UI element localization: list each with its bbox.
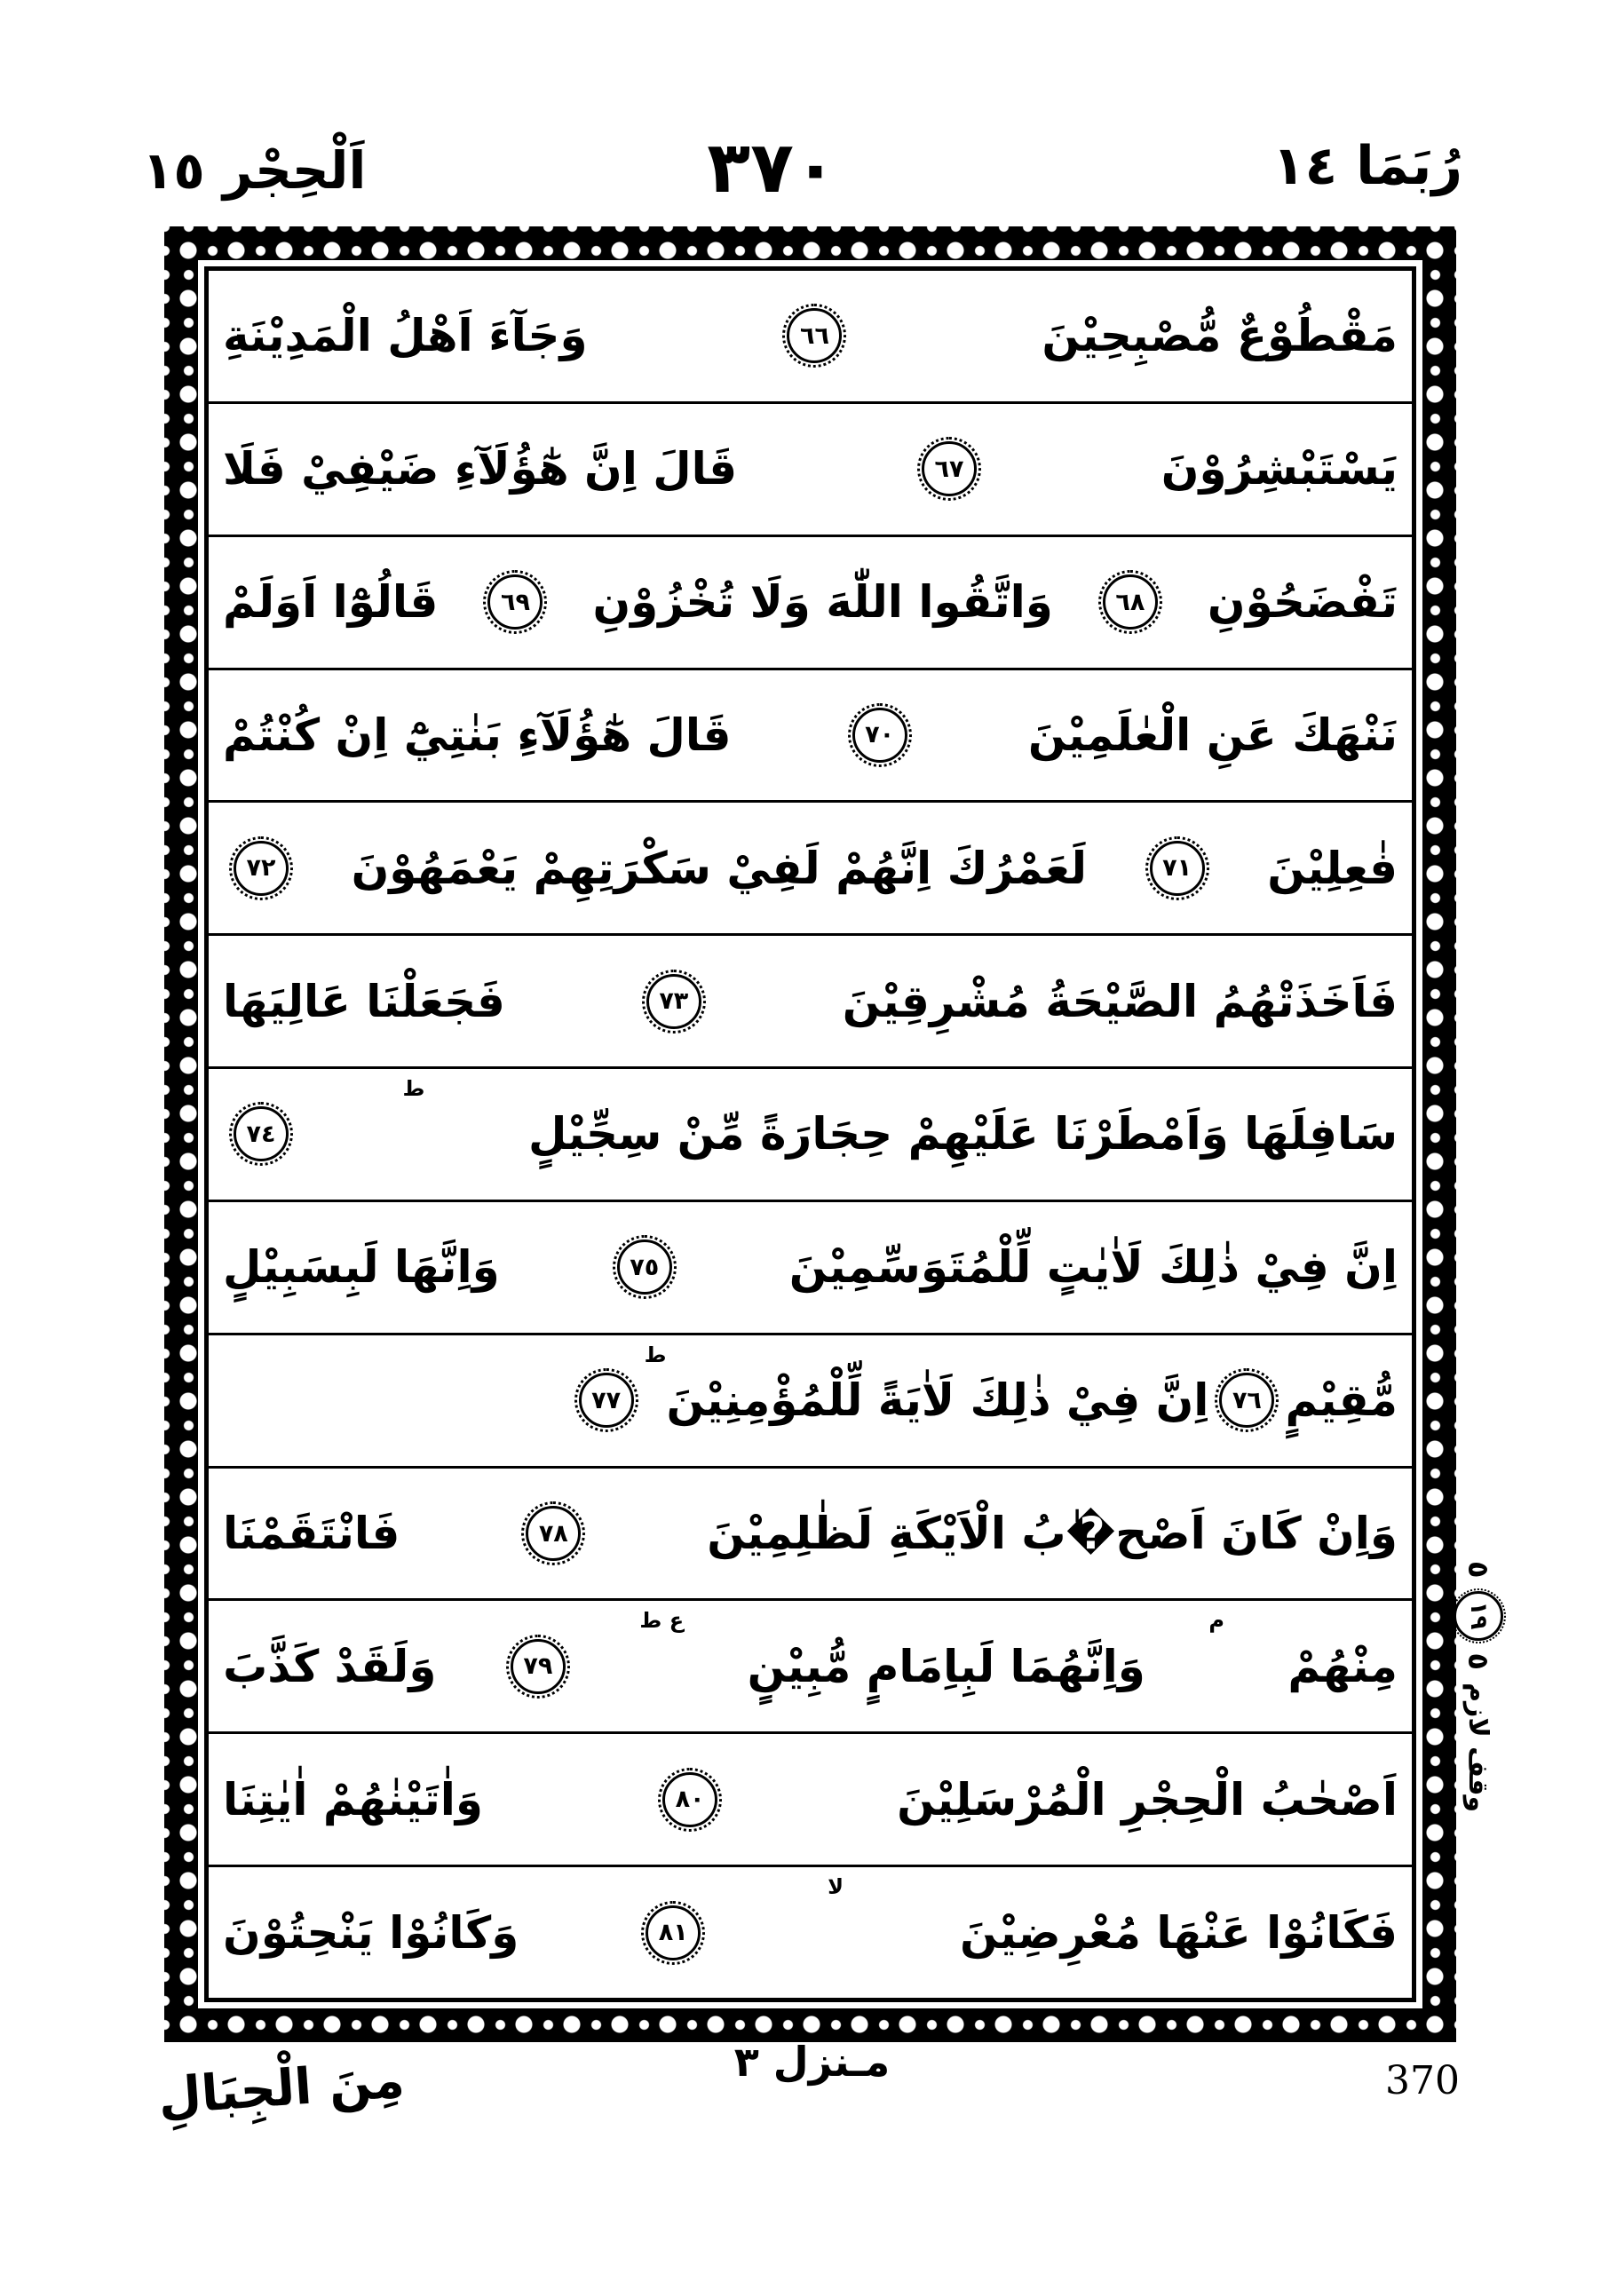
- quran-line: [209, 1734, 1412, 1867]
- page-number-arabic: ٣٧٠: [707, 126, 837, 209]
- verse-end-rosette: [1150, 841, 1205, 896]
- verse-text: اِنَّ فِيْ ذٰلِكَ لَاٰيٰتٍ لِّلْمُتَوَسِّمِيْنَ: [788, 1241, 1398, 1294]
- quran-line: [209, 404, 1412, 537]
- ruku-juz-count: ٥: [1462, 1652, 1495, 1671]
- verse-text: فٰعِلِيْنَ: [1267, 842, 1398, 894]
- waqf-stop-mark: م: [1208, 1608, 1224, 1634]
- verse-number: ٧٦: [1232, 1386, 1262, 1414]
- verse-end-rosette: [617, 1239, 672, 1295]
- manzil-label: مـنزل ٣: [733, 2038, 891, 2086]
- quran-line: [209, 670, 1412, 804]
- verse-end-rosette: [487, 574, 543, 630]
- verse-text: سَافِلَهَا وَاَمْطَرْنَا عَلَيْهِمْ حِجَارَةً مِّنْ سِجِّيْلٍ: [528, 1108, 1398, 1160]
- verse-number: ٦٧: [934, 455, 964, 483]
- verse-end-rosette: [662, 1772, 717, 1827]
- verse-text: قَالُوْٓا اَوَلَمْ: [223, 576, 439, 629]
- verse-text: فَاَخَذَتْهُمُ الصَّيْحَةُ مُشْرِقِيْنَ: [842, 975, 1398, 1027]
- quran-line: [209, 1202, 1412, 1335]
- verse-text: مَقْطُوْعٌ مُّصْبِحِيْنَ: [1042, 310, 1398, 362]
- waqf-stop-mark: لا: [828, 1874, 844, 1900]
- verse-number: ٧٠: [865, 721, 895, 749]
- margin-ruku-annotation: [1446, 1561, 1511, 1827]
- verse-number: ٦٩: [500, 588, 530, 616]
- catchword-next-page: مِنَ الْجِبَالِ: [156, 2051, 407, 2126]
- verse-end-rosette: [787, 308, 842, 363]
- verse-end-rosette: [526, 1506, 581, 1561]
- verse-text: وَاٰتَيْنٰهُمْ اٰيٰتِنَا: [223, 1773, 483, 1826]
- verse-end-rosette: [922, 441, 977, 496]
- verse-end-rosette: [1103, 574, 1158, 630]
- verse-text: قَالَ اِنَّ هٰٓؤُلَآءِ ضَيْفِيْ فَلَا: [223, 443, 738, 495]
- verse-text: وَكَانُوْا يَنْحِتُوْنَ: [223, 1906, 519, 1959]
- verse-text: فَجَعَلْنَا عَالِيَهَا: [223, 975, 505, 1027]
- verse-number: ٧٩: [523, 1652, 553, 1681]
- quran-line: [209, 1867, 1412, 1998]
- verse-text: وَاتَّقُوا اللّٰهَ وَلَا تُخْزُوْنِ: [592, 576, 1053, 629]
- quran-lines: [204, 266, 1416, 2002]
- verse-end-rosette: [646, 974, 701, 1029]
- verse-text: نَنْهَكَ عَنِ الْعٰلَمِيْنَ: [1027, 709, 1398, 761]
- quran-line: [209, 1335, 1412, 1469]
- waqf-stop-mark: ع ط: [639, 1608, 685, 1634]
- juz-name-label: رُبَمَا ١٤: [1272, 135, 1462, 197]
- verse-text: قَالَ هٰٓؤُلَآءِ بَنٰتِيْٓ اِنْ كُنْتُمْ: [223, 709, 732, 761]
- verse-number: ٦٨: [1115, 588, 1145, 616]
- verse-end-rosette: [646, 1905, 701, 1960]
- verse-number: ٨١: [658, 1919, 688, 1947]
- ruku-verse-count: ٥: [1462, 1561, 1495, 1579]
- verse-text: وَلَقَدْ كَذَّبَ: [223, 1640, 437, 1692]
- verse-number: ٧٣: [659, 987, 689, 1016]
- quran-line: [209, 803, 1412, 936]
- page-number-latin: 370: [1385, 2058, 1460, 2103]
- verse-number: ٧٧: [591, 1386, 622, 1414]
- quran-line: [209, 1601, 1412, 1734]
- verse-text: لَعَمْرُكَ اِنَّهُمْ لَفِيْ سَكْرَتِهِمْ يَعْمَهُوْنَ: [351, 842, 1088, 894]
- verse-number: ٧٥: [630, 1253, 660, 1281]
- verse-text: وَاِنَّهُمَا لَبِاِمَامٍ مُّبِيْنٍ: [747, 1640, 1145, 1692]
- verse-number: ٧٨: [538, 1519, 568, 1548]
- verse-text: تَفْضَحُوْنِ: [1207, 576, 1398, 629]
- quran-line: [209, 537, 1412, 670]
- verse-text: وَاِنَّهَا لَبِسَبِيْلٍ: [223, 1241, 500, 1294]
- quran-line: [209, 1469, 1412, 1602]
- verse-text: وَاِنْ كَانَ اَصْح�ٰبُ الْاَيْكَةِ لَظٰلِمِيْنَ: [707, 1508, 1398, 1560]
- waqf-note: وقف لازم: [1462, 1683, 1494, 1813]
- verse-number: ٦٦: [799, 321, 829, 350]
- verse-text: مُّقِيْمٍ: [1285, 1374, 1398, 1427]
- verse-text: مِنْهُمْ: [1287, 1640, 1398, 1692]
- verse-text: يَسْتَبْشِرُوْنَ: [1161, 443, 1398, 495]
- verse-end-rosette: [234, 1106, 289, 1161]
- verse-end-rosette: [234, 841, 289, 896]
- verse-number: ٧٢: [246, 854, 276, 883]
- surah-name-label: اَلْحِجْر ١٥: [142, 140, 367, 201]
- verse-end-rosette: [579, 1373, 634, 1428]
- verse-number: ٧١: [1162, 854, 1192, 883]
- verse-text: فَكَانُوْا عَنْهَا مُعْرِضِيْنَ: [959, 1906, 1398, 1959]
- verse-text: اَصْحٰبُ الْحِجْرِ الْمُرْسَلِيْنَ: [897, 1773, 1398, 1826]
- verse-end-rosette: [511, 1639, 566, 1694]
- ruku-number-circle: ١٩: [1454, 1591, 1503, 1641]
- verse-text: فَانْتَقَمْنَا: [223, 1508, 400, 1560]
- verse-number: ٧٤: [246, 1120, 276, 1148]
- verse-text: وَجَآءَ اَهْلُ الْمَدِيْنَةِ: [223, 310, 588, 362]
- waqf-stop-mark: ط: [402, 1076, 425, 1102]
- verse-end-rosette: [1219, 1373, 1274, 1428]
- quran-line: [209, 1069, 1412, 1202]
- ornamental-frame: [164, 226, 1456, 2042]
- verse-end-rosette: [852, 708, 907, 763]
- waqf-stop-mark: ط: [644, 1342, 667, 1367]
- quran-line: [209, 936, 1412, 1069]
- quran-line: [209, 271, 1412, 404]
- verse-number: ٨٠: [675, 1786, 705, 1814]
- verse-text: اِنَّ فِيْ ذٰلِكَ لَاٰيَةً لِّلْمُؤْمِنِيْنَ: [666, 1374, 1209, 1427]
